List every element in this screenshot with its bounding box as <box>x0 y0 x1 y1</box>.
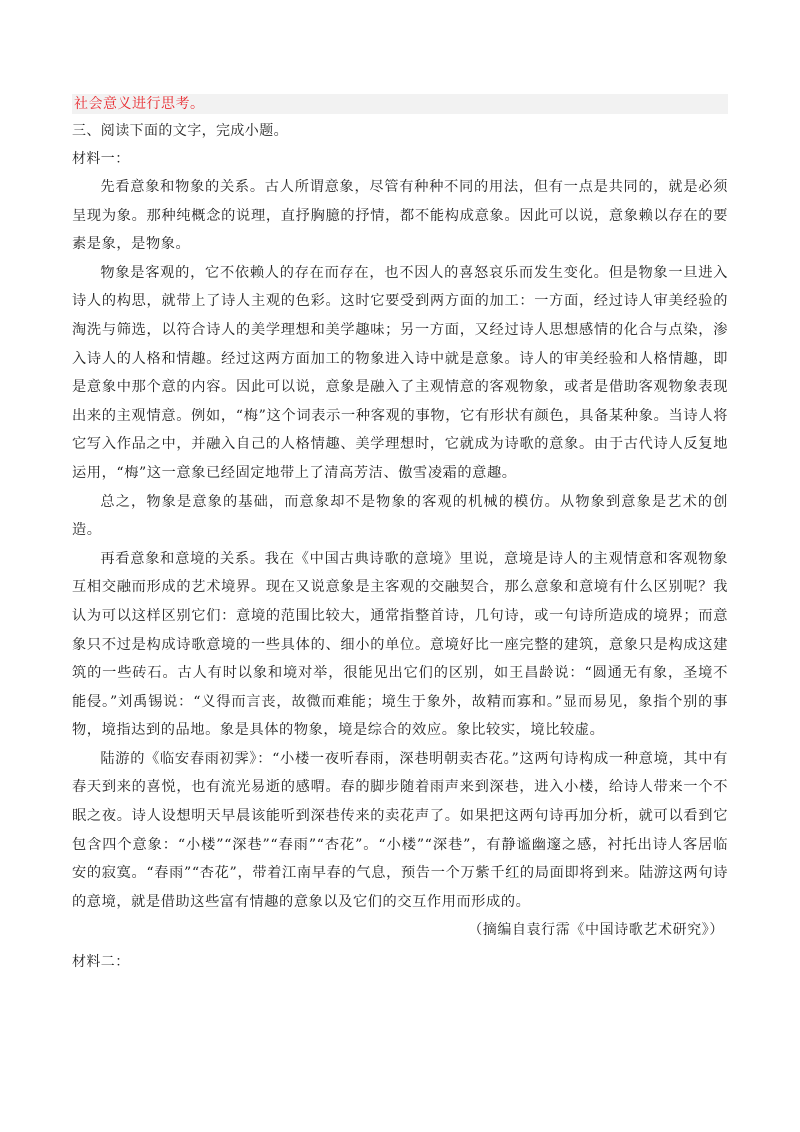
paragraph: 物象是客观的，它不依赖人的存在而存在，也不因人的喜怒哀乐而发生变化。但是物象一旦进入诗人的构思，就带上了诗人主观的色彩。这时它要受到两方面的加工：一方面，经过诗人审美经验的淘洗与筛选，以符合诗人的美学理想和美学趣味；另一方面，又经过诗人思想感情的化合与点染，渗入诗人的人格和情趣。经过这两方面加工的物象进入诗中就是意象。诗人的审美经验和人格情趣，即是意象中那个意的内容。因此可以说，意象是融入了主观情意的客观物象，或者是借助客观物象表现出来的主观情意。例如，“梅”这个词表示一种客观的事物，它有形状有颜色，具备某种象。当诗人将它写入作品之中，并融入自己的人格情趣、美学理想时，它就成为诗歌的意象。由于古代诗人反复地运用，“梅”这一意象已经固定地带上了清高芳洁、傲雪凌霜的意趣。 <box>72 264 728 481</box>
paragraph: 先看意象和物象的关系。古人所谓意象，尽管有种种不同的用法，但有一点是共同的，就是必须呈现为象。那种纯概念的说理，直抒胸臆的抒情，都不能构成意象。因此可以说，意象赖以存在的要素是象，是物象。 <box>72 179 728 253</box>
paragraph: 再看意象和意境的关系。我在《中国古典诗歌的意境》里说，意境是诗人的主观情意和客观物象互相交融而形成的艺术境界。现在又说意象是主客观的交融契合，那么意象和意境有什么区别呢？我认为可以这样区别它们：意境的范围比较大，通常指整首诗，几句诗，或一句诗所造成的境界；而意象只不过是构成诗歌意境的一些具体的、细小的单位。意境好比一座完整的建筑，意象只是构成这建筑的一些砖石。古人有时以象和境对举，很能见出它们的区别，如王昌龄说：“圆通无有象，圣境不能侵。”刘禹锡说：“义得而言丧，故微而难能；境生于象外，故精而寡和。”显而易见，象指个别的事物，境指达到的品地。象是具体的物象，境是综合的效应。象比较实，境比较虚。 <box>72 550 728 739</box>
section-heading: 三、阅读下面的文字，完成小题。 <box>72 123 288 139</box>
source-citation: （摘编自袁行霈《中国诗歌艺术研究》） <box>468 922 724 939</box>
material-one-label: 材料一： <box>72 151 130 167</box>
material-two-label: 材料二： <box>72 954 130 971</box>
highlighted-banner-text: 社会意义进行思考。 <box>72 94 728 114</box>
paragraph: 总之，物象是意象的基础，而意象却不是物象的客观的机械的模仿。从物象到意象是艺术的创造。 <box>72 493 728 539</box>
paragraph: 陆游的《临安春雨初霁》：“小楼一夜听春雨，深巷明朝卖杏花。”这两句诗构成一种意境，其中有春天到来的喜悦，也有流光易逝的感喟。春的脚步随着雨声来到深巷，进入小楼，给诗人带来一个不眠之夜。诗人设想明天早晨该能听到深巷传来的卖花声了。如果把这两句诗再加分析，就可以看到它包含四个意象：“小楼”“深巷”“春雨”“杏花”。“小楼”“深巷”，有静谧幽邃之感，衬托出诗人客居临安的寂寞。“春雨”“杏花”，带着江南早春的气息，预告一个万紫千红的局面即将到来。陆游这两句诗的意境，就是借助这些富有情趣的意象以及它们的交互作用而形成的。 <box>72 750 728 910</box>
